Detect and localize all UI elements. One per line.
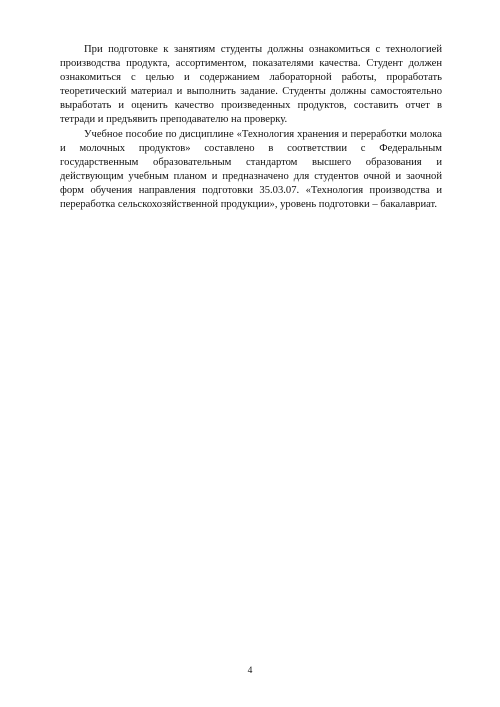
- page-number: 4: [247, 666, 253, 676]
- paragraph-textbook-description: Учебное пособие по дисциплине «Технология хранения и переработки молока и молочных продуктов» составлено в соответствии с Федеральным государственным образовательным стандартом высшего образования и действующим учебным планом и предназначено для студентов очной и заочной форм обучения направления подготовки 35.03.07. «Технология производства и переработка сельскохозяйственной продукции», уровень подготовки – бакалавриат.: [60, 128, 442, 211]
- paragraph-preparation: При подготовке к занятиям студенты должны ознакомиться с технологией производства продукта, ассортиментом, показателями качества. Студент должен ознакомиться с целью и содержанием лабораторной работы, проработать теоретический материал и выполнить задание. Студенты должны самостоятельно выработать и оценить качество произведенных продуктов, составить отчет в тетради и предъявить преподавателю на проверку.: [60, 44, 442, 126]
- body-text: [60, 43, 442, 212]
